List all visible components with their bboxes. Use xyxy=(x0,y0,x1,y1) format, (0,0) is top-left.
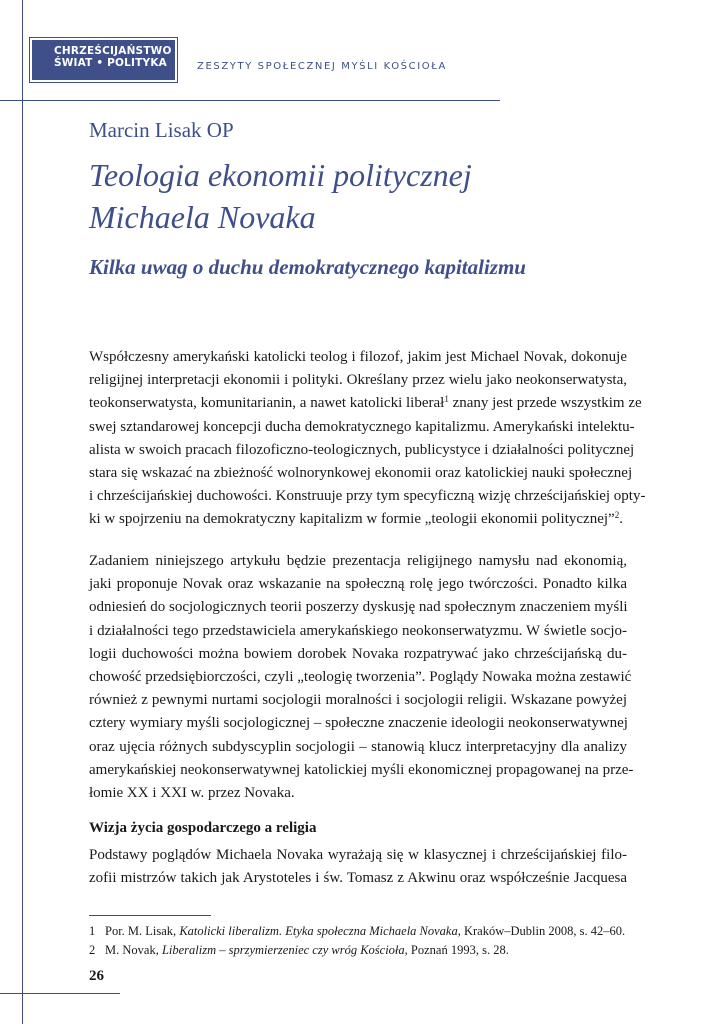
text-line: Podstawy poglądów Michaela Novaka wyrażają się w klasycznej i chrześcijańskiej filo- xyxy=(89,847,627,863)
footnote-ref-2[interactable]: 2 xyxy=(614,510,620,521)
logo-line-2: ŚWIAT • POLITYKA xyxy=(54,57,167,69)
footnote-rule xyxy=(89,915,211,916)
paragraph-3 xyxy=(89,844,627,890)
text-fragment: . xyxy=(619,511,623,528)
text-line: jaki proponuje Novak oraz wskazanie na społeczną rolę jego twórczości. Ponadto kilka xyxy=(89,576,627,593)
footnote-ref-1[interactable]: 1 xyxy=(444,394,449,405)
text-line: oraz ujęcia różnych subdyscyplin socjologii – stanowią klucz interpretacyjny dla analizy xyxy=(89,738,627,755)
footnote-title: Liberalizm – sprzymierzeniec czy wróg Kościoła xyxy=(161,943,405,957)
title-line-1: Teologia ekonomii politycznej xyxy=(89,157,472,193)
footnote-number: 2 xyxy=(89,943,96,957)
section-heading: Wizja życia gospodarczego a religia xyxy=(89,820,317,836)
paragraph-2 xyxy=(89,550,634,805)
footnote-2 xyxy=(89,941,625,960)
footnotes xyxy=(89,922,625,960)
text-line: i działalności tego przedstawiciela amerykańskiego neokonserwatyzmu. W świetle socjo- xyxy=(89,622,627,639)
text-line: chowość przedsiębiorczości, czyli „teologię tworzenia”. Poglądy Nowaka można zestawić xyxy=(89,669,632,686)
paragraph-1 xyxy=(89,346,646,532)
text-line: amerykańskiej neokonserwatywnej katolickiej myśli ekonomicznej propagowanej na prze- xyxy=(89,761,634,778)
text-line: łomie XX i XXI w. przez Novaka. xyxy=(89,785,295,802)
text-line: i chrześcijańskiej duchowości. Konstruuje przy tym specyficzną wizję chrześcijańskiej opty- xyxy=(89,488,646,505)
logo-line-1: CHRZEŚCIJAŃSTWO xyxy=(54,45,172,57)
text-line: Współczesny amerykański katolicki teolog i filozof, jakim jest Michael Novak, dokonuje xyxy=(89,349,627,365)
article-subtitle: Kilka uwag o duchu demokratycznego kapitalizmu xyxy=(89,255,526,279)
text-line: odniesień do socjologicznych teorii poszerzy dyskusję nad społecznym znaczeniem myśli xyxy=(89,599,628,616)
page-number: 26 xyxy=(89,968,104,984)
journal-name: ZESZYTY SPOŁECZNEJ MYŚLI KOŚCIOŁA xyxy=(197,61,447,72)
footnote-text: , Kraków–Dublin 2008, s. 42–60. xyxy=(457,924,626,938)
text-line xyxy=(89,392,642,415)
footnote-number: 1 xyxy=(89,924,96,938)
text-line: religijnej interpretacji ekonomii i polityki. Określany przez wielu jako neokonserwatysta, xyxy=(89,372,627,389)
footnote-text: Por. M. Lisak, xyxy=(105,924,180,938)
article-title xyxy=(89,154,472,238)
footnote-1 xyxy=(89,922,625,941)
text-line: cztery wymiary myśli socjologicznej – społeczne znaczenie ideologii neokonserwatywnej xyxy=(89,715,628,732)
journal-logo xyxy=(29,37,178,83)
author: Marcin Lisak OP xyxy=(89,118,234,142)
text-fragment: teokonserwatysta, komunitarianin, a nawet katolicki liberał xyxy=(89,395,445,412)
title-line-2: Michaela Novaka xyxy=(89,199,316,235)
text-line: również z pewnymi nurtami socjologii moralności i socjologii religii. Wskazane powyżej xyxy=(89,692,627,709)
text-line: Zadaniem niniejszego artykułu będzie prezentacja religijnego namysłu nad ekonomią, xyxy=(89,553,627,569)
text-line xyxy=(89,508,627,531)
text-fragment: znany jest przede wszystkim ze xyxy=(448,395,642,412)
text-fragment: ki w spojrzeniu na demokratyczny kapitalizm w formie „teologii ekonomii politycznej” xyxy=(89,511,615,528)
footnote-text: M. Novak, xyxy=(105,943,162,957)
text-line: logii duchowości można bowiem dorobek Novaka rozpatrywać jako chrześcijańską du- xyxy=(89,645,627,662)
text-line: stara się wskazać na zbieżność wolnorynkowej ekonomii oraz katolickiej nauki społecznej xyxy=(89,465,633,482)
footer-rule xyxy=(0,993,120,994)
vertical-rule xyxy=(22,0,23,1024)
text-line: swej sztandarowej koncepcji ducha demokratycznego kapitalizmu. Amerykański intelektu- xyxy=(89,418,635,435)
text-line: zofii mistrzów takich jak Arystoteles i św. Tomasz z Akwinu oraz współcześnie Jacquesa xyxy=(89,870,627,887)
text-line: alista w swoich pracach filozoficzno-teologicznych, publicystyce i działalności politycznej xyxy=(89,441,635,458)
footnote-title: Katolicki liberalizm. Etyka społeczna Michaela Novaka xyxy=(179,924,458,938)
header-rule xyxy=(0,100,500,101)
footnote-text: , Poznań 1993, s. 28. xyxy=(404,943,509,957)
